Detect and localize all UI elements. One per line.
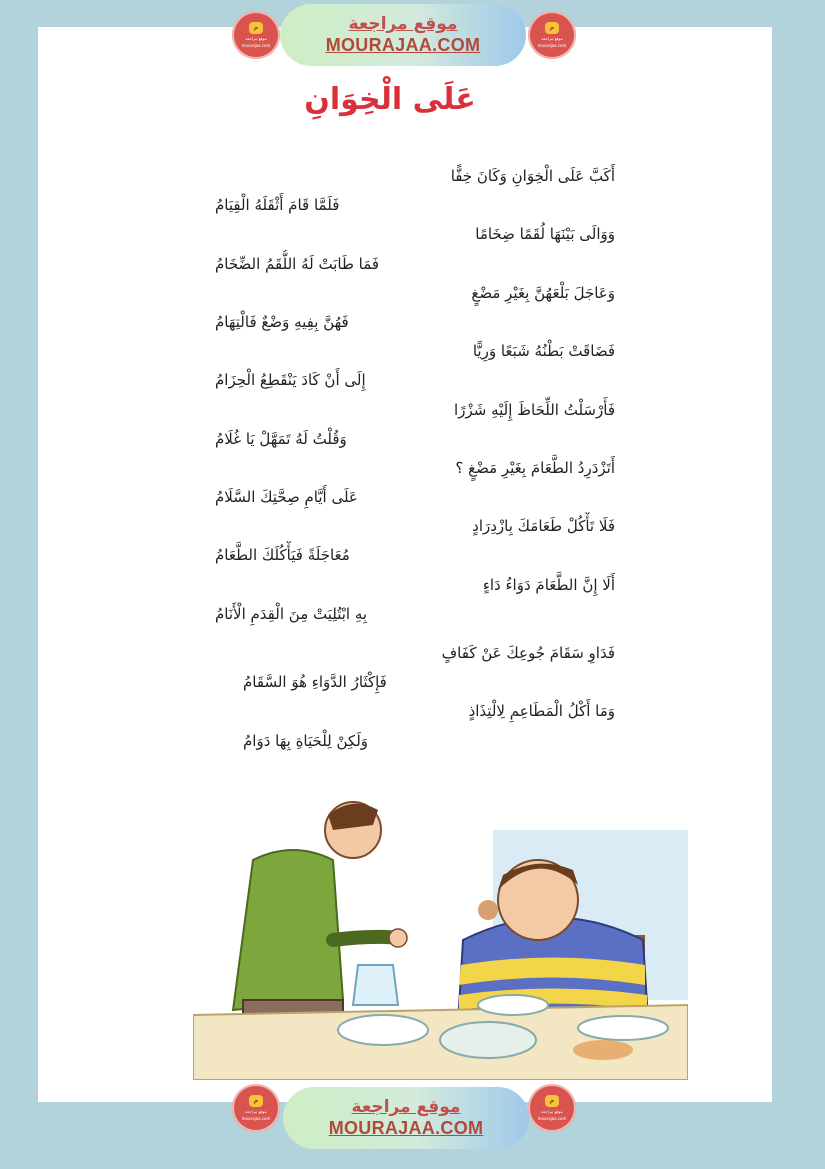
poem-line: إِلَى أَنْ كَادَ يَنْقَطِعُ الْحِزَامُ: [215, 371, 366, 390]
badge-text: موقع مراجعة: [541, 36, 563, 41]
poem-title: عَلَى الْخِوَانِ: [304, 82, 476, 117]
badge-url: mourajaa.com: [241, 1116, 271, 1121]
poem-line: أَلَا إِنَّ الطَّعَامَ دَوَاءُ دَاءٍ: [482, 575, 615, 594]
site-name-english: MOURAJAA.COM: [328, 1118, 484, 1138]
poem-line: وَوَالَى بَيْنَهَا لُقَمًا ضِخَامًا: [475, 225, 615, 244]
logo-badge-left: [232, 11, 280, 59]
poem-line: فَمَا طَابَتْ لَهُ اللُّقَمُ الضِّخَامُ: [215, 254, 380, 273]
site-banner-top[interactable]: [280, 4, 526, 66]
poem-line: أَتَزْدَرِدُ الطَّعَامَ بِغَيْرِ مَضْغٍ ؟: [455, 458, 615, 477]
poem-line: أَكَبَّ عَلَى الْخِوَانِ وَكَانَ خِفًّا: [450, 167, 615, 185]
badge-text: موقع مراجعة: [245, 36, 267, 41]
badge-url: mourajaa.com: [537, 43, 567, 48]
poem-line: فَأَرْسَلْتُ اللِّحَاظَ إِلَيْهِ شَزْرًا: [454, 400, 615, 419]
logo-badge-left-footer: [232, 1084, 280, 1132]
badge-text: موقع مراجعة: [245, 1109, 267, 1114]
site-banner-bottom[interactable]: [283, 1087, 529, 1149]
site-name-arabic: موقع مراجعة: [351, 1097, 461, 1117]
logo-icon: م: [249, 1095, 263, 1107]
poem-line: مُعَاجَلَةً فَيَأْكُلَكَ الطَّعَامُ: [215, 546, 350, 565]
poem-line: فَدَاوِ سَقَامَ جُوعِكَ عَنْ كَفَافٍ: [441, 644, 615, 662]
poem-line: وَعَاجَلَ بَلْعَهُنَّ بِغَيْرِ مَضْغٍ: [471, 283, 615, 302]
logo-badge-right-footer: [528, 1084, 576, 1132]
poem-line: وَمَا أَكْلُ الْمَطَاعِمِ لِالْتِذَاذٍ: [468, 702, 615, 721]
logo-badge-right: [528, 11, 576, 59]
dining-table-illustration: [193, 800, 688, 1080]
logo-icon: م: [249, 22, 263, 34]
site-name-english: MOURAJAA.COM: [325, 35, 481, 55]
badge-url: mourajaa.com: [537, 1116, 567, 1121]
poem-line: وَقُلْتُ لَهُ تَمَهَّلْ يَا غُلَامُ: [215, 429, 347, 448]
poem-line: فَهُنَّ بِفِيهِ وَضْعٌ فَالْتِهَامُ: [215, 312, 349, 331]
logo-icon: م: [545, 1095, 559, 1107]
poem-line: وَلَكِنْ لِلْحَيَاةِ بِهَا دَوَامُ: [243, 731, 369, 750]
poem-line: بِهِ ابْتُلِيَتْ مِنَ الْقِدَمِ الْأَنَامُ: [215, 604, 368, 623]
poem-line: فَلَمَّا قَامَ أَثْقَلَهُ الْقِيَامُ: [215, 196, 340, 215]
badge-text: موقع مراجعة: [541, 1109, 563, 1114]
badge-url: mourajaa.com: [241, 43, 271, 48]
poem-body: [215, 162, 615, 756]
poem-line: عَلَى أَيَّامِ صِحَّتِكَ السَّلَامُ: [215, 488, 358, 507]
poem-line: فَلَا تَأْكُلْ طَعَامَكَ بِازْدِرَادٍ: [472, 517, 615, 536]
logo-icon: م: [545, 22, 559, 34]
site-name-arabic: موقع مراجعة: [348, 14, 458, 34]
poem-line: فَإِكْثَارُ الدَّوَاءِ هُوَ السَّقَامُ: [243, 673, 387, 692]
poem-line: فَضَاقَتْ بَطْنُهُ شَبَعًا وَرِيًّا: [472, 342, 615, 361]
